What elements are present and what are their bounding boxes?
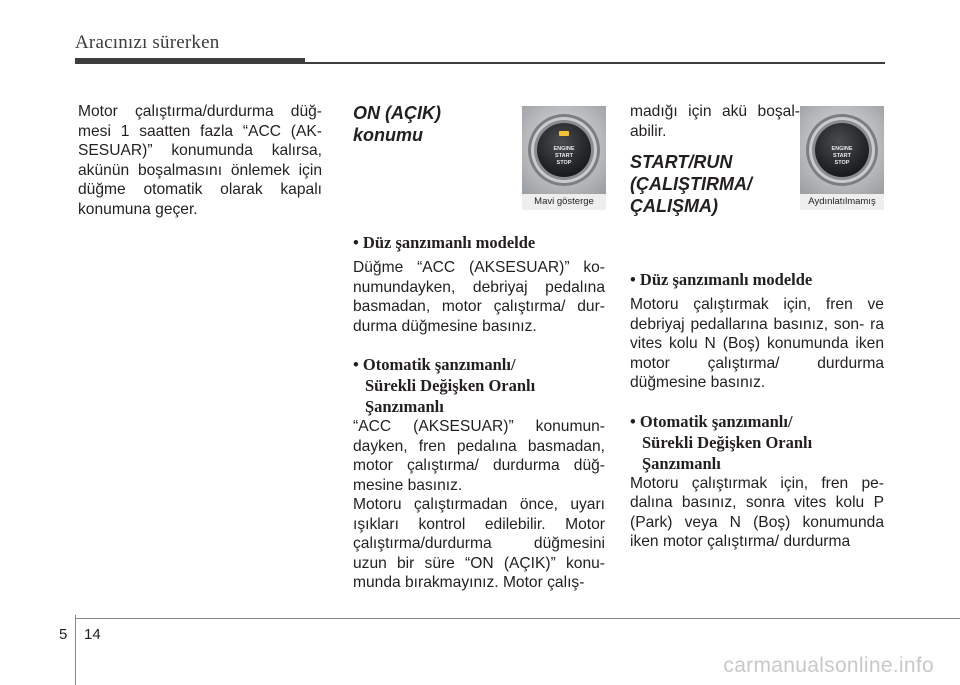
bullet-heading-automatic-line2: Sürekli Değişken Oranlı: [365, 376, 536, 395]
section-heading-on-line1: ON (AÇIK): [353, 103, 441, 123]
section-heading-start-line2: (ÇALIŞTIRMA/: [630, 174, 752, 194]
button-label-line2: START: [833, 153, 851, 159]
bullet-heading-automatic-start-line2: Sürekli Değişken Oranlı: [642, 432, 813, 452]
col3-continuation: madığı için akü boşal- abilir.: [630, 103, 800, 140]
button-label-line3: STOP: [556, 160, 572, 166]
chapter-number: 5: [59, 626, 68, 643]
button-label-line2: START: [555, 153, 573, 159]
bullet-text-automatic-start: Motoru çalıştırmak için, fren pe- dalına basınız, sonra vites kolu P (Park) veya N (Boş) konumunda iken motor çalıştırma/ durdurma: [630, 474, 884, 550]
button-label-line3: STOP: [834, 160, 850, 166]
bullet-heading-automatic-start-line1: • Otomatik şanzımanlı/: [630, 411, 793, 431]
header-rule-thick: [75, 58, 305, 64]
figure-caption: Aydınlatılmamış: [800, 194, 884, 210]
bullet-text-warning: Motoru çalıştırmadan önce, uyarı ışıkları kontrol edilebilir. Motor çalıştırma/durdurma düğmesini uzun bir süre “ON (AÇIK)” konu- munda bırakmayınız. Motor çalış-: [353, 496, 605, 591]
bullet-heading-automatic-line1: • Otomatik şanzımanlı/: [353, 355, 516, 374]
engine-start-button-photo: [522, 106, 606, 194]
bullet-heading-automatic-start: [630, 411, 884, 474]
button-label-line1: ENGINE: [831, 146, 853, 152]
footer-horizontal-rule: [75, 618, 960, 619]
figure-caption: Mavi gösterge: [522, 194, 606, 210]
indicator-lamp: [559, 131, 569, 136]
bullet-heading-automatic-line3: Şanzımanlı: [365, 397, 444, 416]
section-heading-on-line2: konumu: [353, 125, 423, 145]
page-number: 14: [84, 626, 101, 643]
bullet-heading-automatic-start-line3: Şanzımanlı: [642, 453, 721, 473]
footer-vertical-rule: [75, 615, 76, 685]
section-heading-start-line3: ÇALIŞMA): [630, 196, 718, 216]
bullet-heading-manual: • Düz şanzımanlı modelde: [353, 233, 536, 252]
figure-button-indicator: [522, 106, 606, 210]
button-label-line1: ENGINE: [553, 146, 575, 152]
bullet-text-manual-start: Motoru çalıştırmak için, fren ve debriyaj pedallarına basınız, son- ra vites kolu N (Boş) konumunda iken motor çalıştırma/ durdurma düğmesine basınız.: [630, 296, 884, 391]
figure-button-unlit: [800, 106, 884, 210]
column-1: [78, 102, 322, 219]
header-rule-thin: [305, 62, 885, 64]
running-header: Aracınızı sürerken: [75, 32, 220, 53]
bullet-text-automatic: “ACC (AKSESUAR)” konumun- dayken, fren pedalına basmadan, motor çalıştırma/ durdurma düğ- mesine basınız.: [353, 418, 605, 494]
engine-start-button-icon: [800, 106, 884, 194]
bullet-text-manual: Düğme “ACC (AKSESUAR)” ko- numundayken, debriyaj pedalına basmadan, motor çalıştırma/ dur- durma düğmesine basınız.: [353, 259, 605, 335]
engine-start-button-photo: [800, 106, 884, 194]
watermark: carmanualsonline.info: [723, 654, 934, 677]
section-heading-start-line1: START/RUN: [630, 152, 733, 172]
engine-start-button-icon: [522, 106, 606, 194]
bullet-heading-automatic: [353, 354, 605, 417]
bullet-heading-manual-start: • Düz şanzımanlı modelde: [630, 270, 813, 289]
col1-paragraph: Motor çalıştırma/durdurma düğ- mesi 1 saatten fazla “ACC (AK- SESUAR)” konumunda kalırsa, akünün boşalmasını önlemek için düğme otomatik olarak kapalı konumuna geçer.: [78, 103, 322, 218]
